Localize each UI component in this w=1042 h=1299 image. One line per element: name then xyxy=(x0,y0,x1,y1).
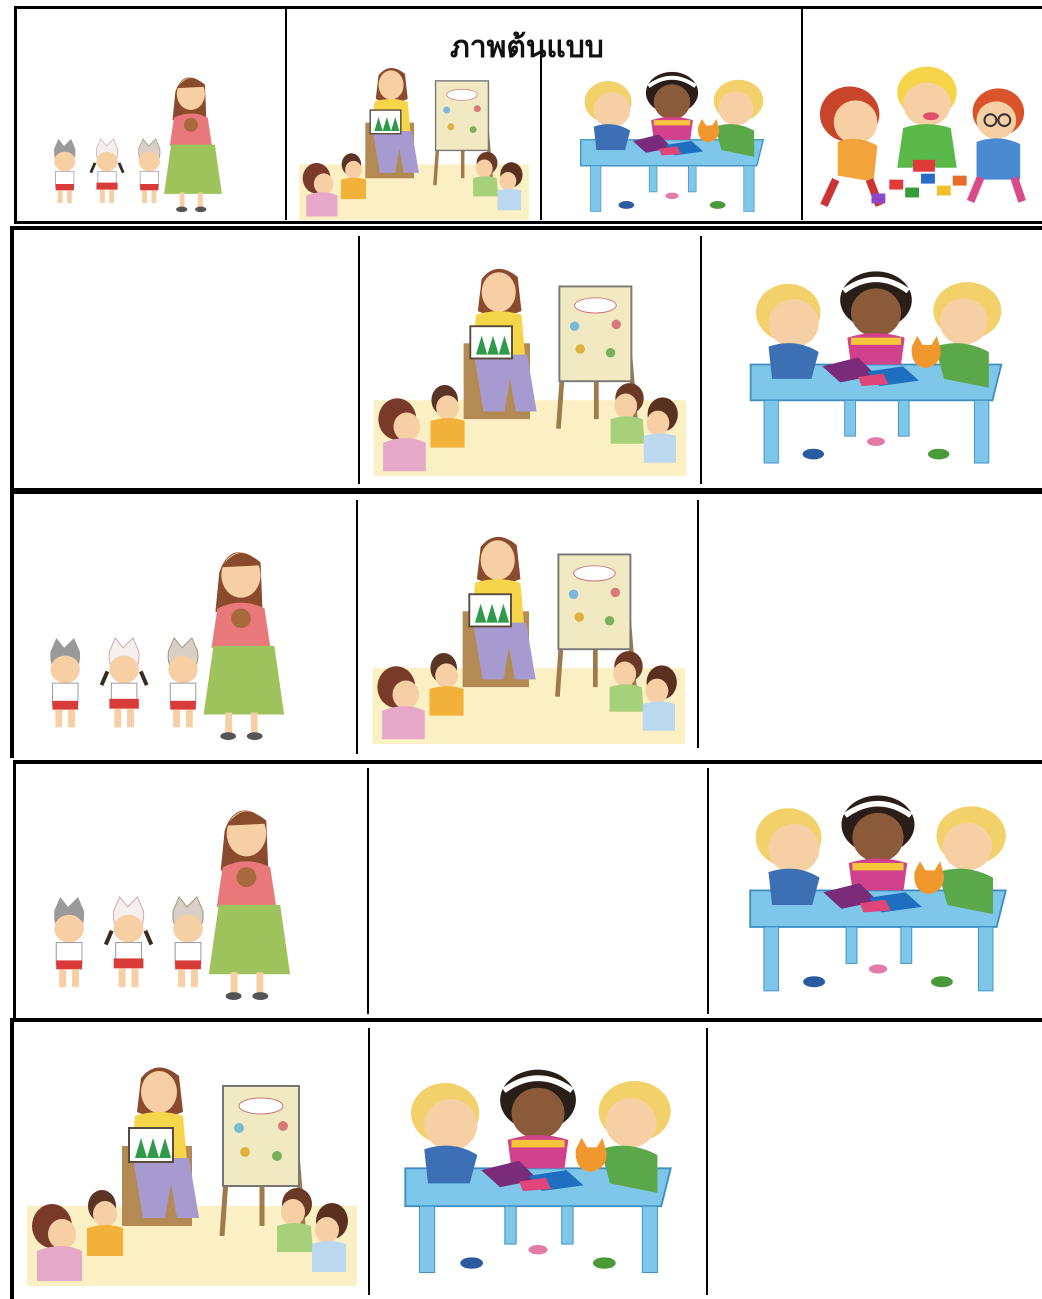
kids-crafting-at-table-illustration xyxy=(718,266,1034,472)
children-with-teacher-illustration xyxy=(30,60,270,215)
question-row-2-divider xyxy=(697,500,699,748)
kids-crafting-at-table-illustration xyxy=(378,1064,698,1282)
kids-crafting-at-table-illustration xyxy=(552,68,792,218)
children-with-teacher-illustration xyxy=(30,786,348,1004)
blank-cell[interactable] xyxy=(16,232,356,478)
question-row-1-divider xyxy=(700,236,702,484)
teacher-storytelling-illustration xyxy=(366,526,692,744)
teacher-storytelling-illustration xyxy=(290,60,538,220)
kids-playing-blocks-illustration xyxy=(810,62,1038,212)
question-row-4-divider xyxy=(368,1028,370,1295)
question-row-3-divider xyxy=(367,768,369,1014)
blank-cell[interactable] xyxy=(702,500,1038,748)
question-row-1-divider xyxy=(358,236,360,484)
question-row-2-divider xyxy=(356,500,358,754)
page-title: ภาพต้นแบบ xyxy=(450,30,604,65)
pattern-row-divider xyxy=(285,8,287,220)
blank-cell[interactable] xyxy=(372,768,704,1012)
teacher-storytelling-illustration xyxy=(24,1056,360,1286)
children-with-teacher-illustration xyxy=(24,528,344,744)
blank-cell[interactable] xyxy=(712,1028,1038,1290)
pattern-row-divider xyxy=(801,8,803,220)
question-row-4-divider xyxy=(706,1028,708,1295)
teacher-storytelling-illustration xyxy=(364,258,696,476)
kids-crafting-at-table-illustration xyxy=(722,790,1034,1000)
question-row-3-divider xyxy=(707,768,709,1014)
